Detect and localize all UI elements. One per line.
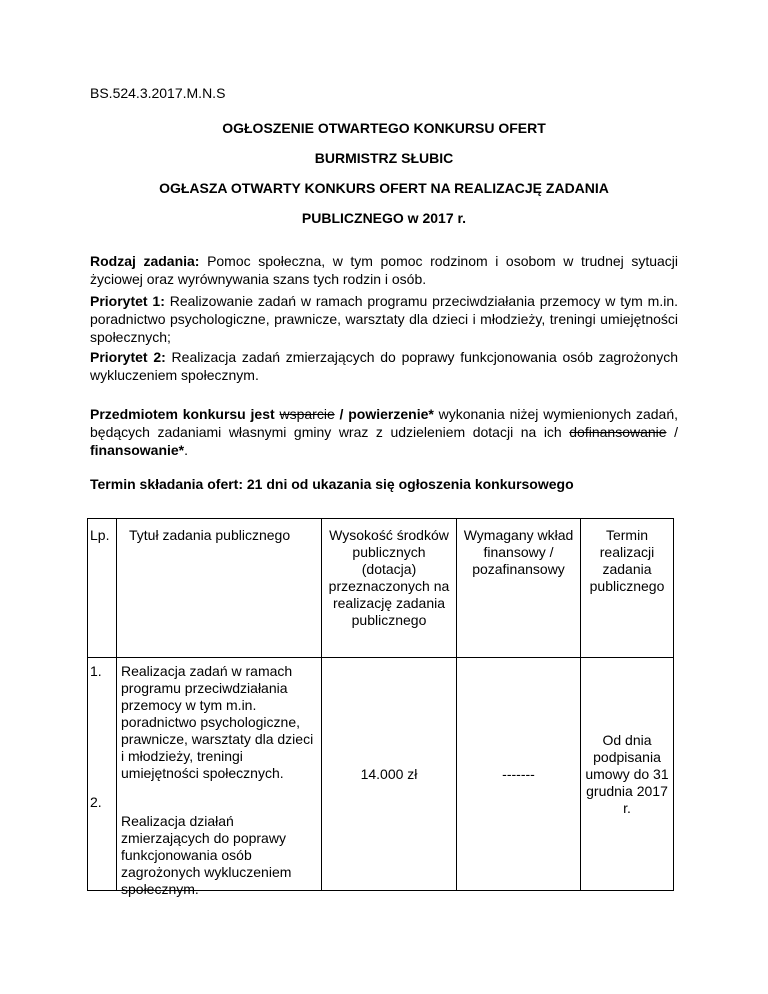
header-wklad: Wymagany wkład finansowy / pozafinansowy: [457, 519, 581, 658]
struck-dofinansowanie: dofinansowanie: [569, 424, 667, 440]
separator-1: /: [334, 406, 349, 422]
termin-skladania-ofert: Termin składania ofert: 21 dni od ukazania się ogłoszenia konkursowego: [90, 476, 574, 492]
row-amount-cell: [322, 658, 457, 891]
heading-line-4: PUBLICZNEGO w 2017 r.: [301, 210, 467, 226]
heading-line-2: BURMISTRZ SŁUBIC: [314, 150, 454, 166]
wklad-value: -------: [502, 765, 535, 782]
separator-2: /: [666, 424, 678, 440]
powierzenie-text: powierzenie*: [348, 406, 434, 422]
reference-number: BS.524.3.2017.M.N.S: [90, 85, 226, 101]
row-lp-1: 1.: [90, 663, 102, 679]
task-2-title: Realizacja działań zmierzających do poprawy funkcjonowania osób zagrożonych wykluczeniem społecznym.: [121, 813, 292, 897]
rodzaj-zadania-paragraph: [90, 252, 678, 288]
heading-line-1: OGŁOSZENIE OTWARTEGO KONKURSU OFERT: [222, 120, 546, 136]
priorytet-1-paragraph: [90, 292, 678, 346]
struck-wsparcie: wsparcie: [279, 406, 335, 422]
rodzaj-label: Rodzaj zadania:: [90, 253, 200, 269]
row-lp-2: 2.: [90, 794, 102, 810]
heading-line-3: OGŁASZA OTWARTY KONKURS OFERT NA REALIZACJĘ ZADANIA: [159, 180, 609, 196]
row-term-cell: [581, 658, 674, 891]
table-header-row: [88, 519, 674, 658]
header-amount: Wysokość środków publicznych (dotacja) przeznaczonych na realizację zadania publicznego: [322, 519, 457, 658]
priorytet-2-label: Priorytet 2:: [90, 349, 166, 365]
przedmiot-text: wykonania niżej wymienionych zadań, będących zadaniami własnymi gminy wraz z udzieleniem dotacji na ich: [90, 406, 678, 440]
header-term: Termin realizacji zadania publicznego: [581, 519, 674, 658]
finansowanie-text: finansowanie*: [90, 442, 185, 458]
przedmiot-end: .: [184, 442, 189, 458]
priorytet-2-text: Realizacja zadań zmierzających do poprawy funkcjonowania osób zagrożonych wykluczeniem społecznym.: [90, 349, 678, 383]
header-lp: Lp.: [88, 519, 117, 658]
przedmiot-konkursu-paragraph: [90, 405, 678, 459]
row-wklad-cell: [457, 658, 581, 891]
tasks-table: [87, 518, 674, 897]
header-title: Tytuł zadania publicznego: [117, 519, 322, 658]
przedmiot-label: Przedmiotem konkursu jest: [90, 406, 275, 422]
row-lp-cell: [88, 658, 117, 891]
table-row: [88, 658, 674, 891]
priorytet-2-paragraph: [90, 348, 678, 384]
rodzaj-text: Pomoc społeczna, w tym pomoc rodzinom i osobom w trudnej sytuacji życiowej oraz wyrównywania szans tych rodzin i osób.: [90, 253, 679, 287]
task-1-title: Realizacja zadań w ramach programu przeciwdziałania przemocy w tym m.in. poradnictwo psychologiczne, prawnicze, warsztaty dla dzieci i młodzieży, treningi umiejętności społecznych.: [121, 663, 314, 781]
row-title-cell: [117, 658, 322, 897]
priorytet-1-text: Realizowanie zadań w ramach programu przeciwdziałania przemocy w tym m.in. poradnictwo psychologiczne, prawnicze, warsztaty dla dzieci i młodzieży, treningi umiejętności społecznych;: [90, 293, 678, 345]
priorytet-1-label: Priorytet 1:: [90, 293, 165, 309]
term-value: Od dnia podpisania umowy do 31 grudnia 2017 r.: [585, 731, 669, 816]
amount-value: 14.000 zł: [360, 765, 418, 782]
